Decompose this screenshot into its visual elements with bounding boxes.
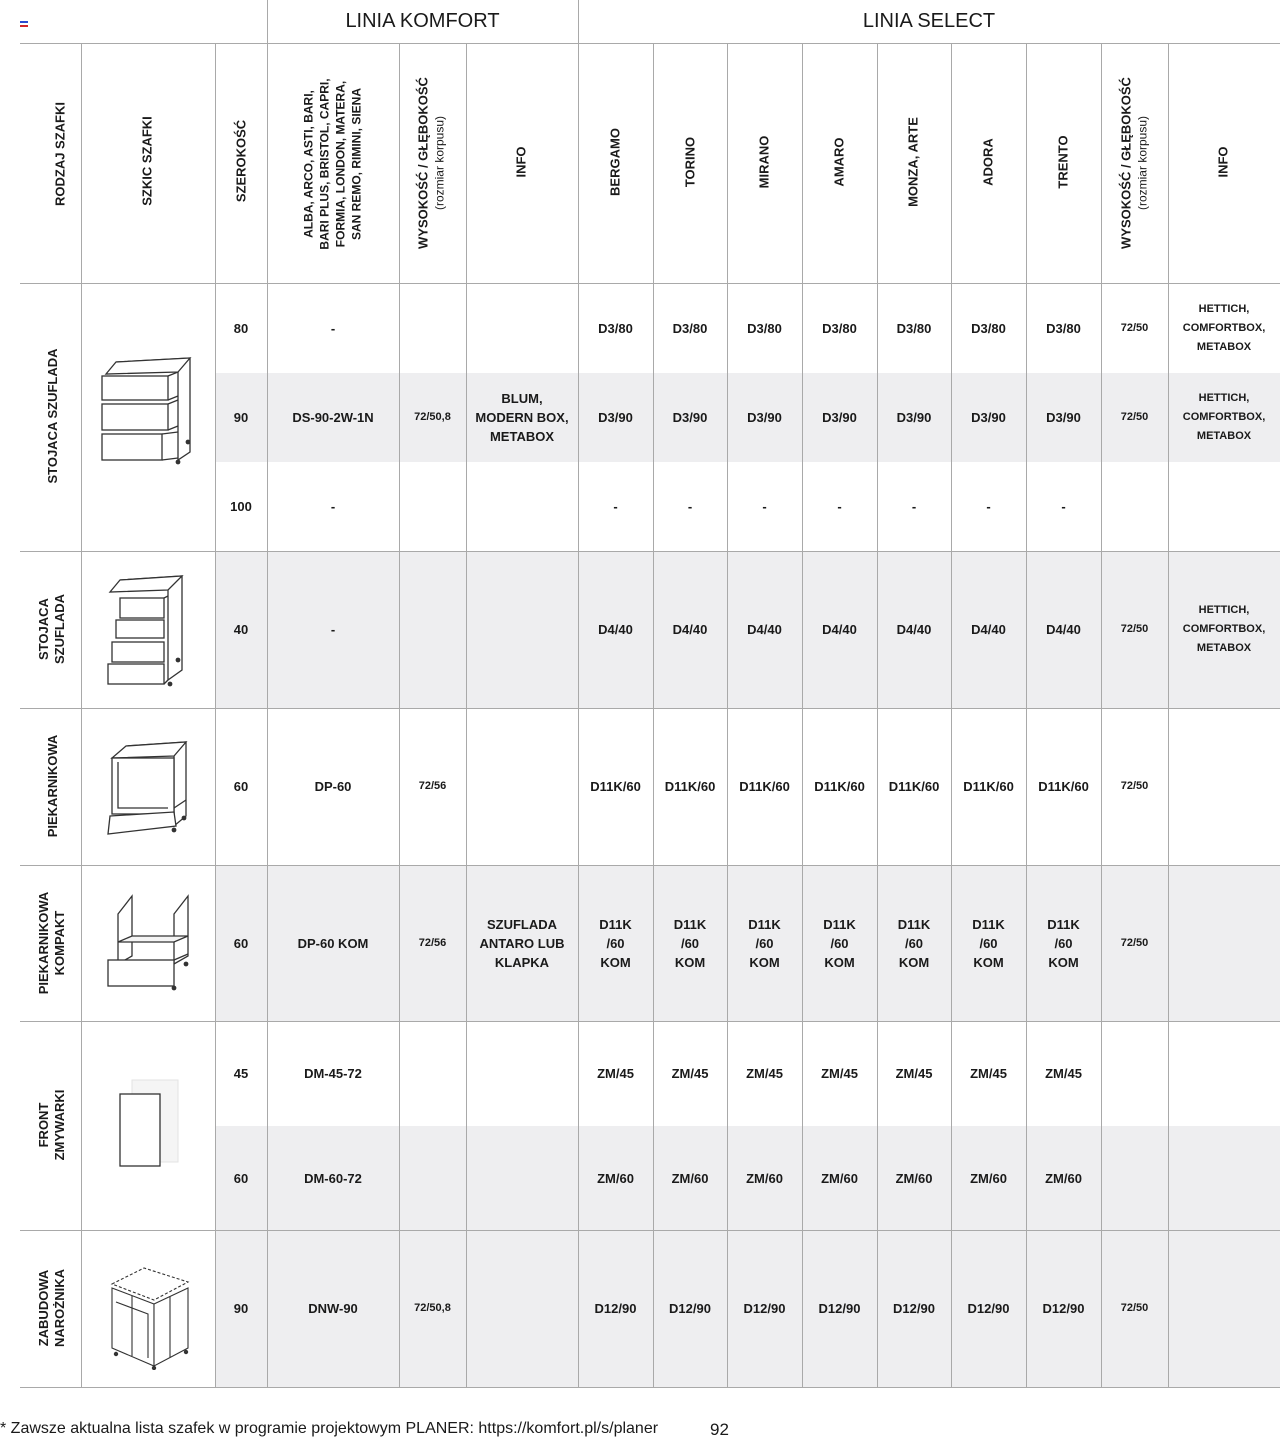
cell-komfort-size-dm60 (399, 1126, 466, 1230)
cell-adora-dp60-kom: D11K /60 KOM (972, 916, 1005, 970)
cell-komfort-info-ds80 (466, 283, 578, 373)
cell-komfort-size-dp60: 72/56 (418, 780, 447, 792)
cell-monza-arte-dp60-kom: D11K /60 KOM (897, 916, 931, 970)
cell-width-ds90: 90 (233, 410, 249, 425)
cell-komfort-info-dnw90 (466, 1230, 578, 1387)
cell-width-dp60-kom: 60 (233, 935, 249, 951)
header-wysokosc-komfort-main: WYSOKOŚĆ / GŁĘBOKOŚĆ (415, 77, 431, 249)
page-number: 92 (710, 1420, 729, 1439)
cell-komfort-info-dp60-kom: SZUFLADA ANTARO LUB KLAPKA (479, 916, 565, 970)
cell-komfort-code-dp60: DP-60 (314, 779, 352, 794)
cell-select-info-dp60 (1168, 708, 1280, 865)
cell-adora-ds100: - (986, 499, 991, 514)
cell-select-info-ds80: HETTICH, COMFORTBOX, METABOX (1182, 302, 1266, 353)
cell-trento-ds80: D3/80 (1046, 320, 1081, 336)
cell-adora-dm60: ZM/60 (970, 1170, 1007, 1186)
cell-select-size-ds90: 72/50 (1120, 411, 1149, 423)
group-piekarnikowa-kompakt: PIEKARNIKOWA KOMPAKT (36, 891, 67, 995)
header-komfort-fronts: ALBA, ARCO, ASTI, BARI, BARI PLUS, BRISTOL, CAPRI, FORMIA, LONDON, MATERA, SAN REMO, RIMINI, SIENA (301, 78, 364, 250)
cell-bergamo-dm45: ZM/45 (597, 1066, 634, 1081)
group-zabudowa-naroznika: ZABUDOWA NAROŻNIKA (36, 1269, 67, 1347)
cell-trento-ds90: D3/90 (1046, 410, 1081, 425)
cell-komfort-code-d4-40: - (330, 622, 336, 637)
cell-width-dnw90: 90 (233, 1301, 249, 1316)
footer-note: * Zawsze aktualna lista szafek w programie projektowym PLANER: https://komfort.pl/s/planer (0, 1420, 659, 1437)
header-mirano: MIRANO (756, 135, 772, 189)
cell-amaro-d4-40: D4/40 (822, 622, 857, 637)
cell-bergamo-dp60: D11K/60 (590, 779, 641, 794)
cell-torino-ds100: - (687, 499, 693, 514)
cell-monza-arte-ds80: D3/80 (896, 320, 932, 336)
group-front-zmywarki: FRONT ZMYWARKI (36, 1089, 67, 1161)
cell-select-info-d4-40: HETTICH, COMFORTBOX, METABOX (1182, 604, 1266, 654)
cell-komfort-code-ds100: - (330, 499, 336, 514)
cell-width-dp60: 60 (233, 779, 249, 794)
header-bergamo: BERGAMO (607, 128, 623, 196)
cell-monza-arte-dnw90: D12/90 (893, 1301, 935, 1316)
cell-width-ds100: 100 (230, 499, 252, 514)
cell-amaro-dp60-kom: D11K /60 KOM (823, 916, 856, 970)
cell-mirano-d4-40: D4/40 (747, 622, 782, 637)
cell-komfort-size-ds80 (399, 283, 466, 373)
header-wysokosc-komfort (410, 44, 454, 283)
sketch-oven-compact-cabinet (104, 892, 194, 992)
cell-komfort-code-dm60: DM-60-72 (304, 1170, 362, 1186)
header-monza-arte: MONZA, ARTE (905, 117, 921, 207)
cell-select-size-dp60-kom: 72/50 (1120, 936, 1149, 949)
cell-bergamo-dp60-kom: D11K /60 KOM (599, 916, 632, 970)
cell-komfort-size-dnw90: 72/50,8 (414, 1302, 451, 1314)
cell-select-size-ds100 (1101, 462, 1168, 551)
cell-mirano-dm60: ZM/60 (746, 1170, 783, 1186)
cell-select-size-dm60 (1101, 1126, 1168, 1230)
cell-trento-dp60-kom: D11K /60 KOM (1047, 916, 1080, 970)
cell-komfort-size-d4-40 (399, 551, 466, 708)
cell-select-size-ds80: 72/50 (1120, 321, 1149, 334)
cell-bergamo-d4-40: D4/40 (598, 622, 633, 637)
cell-komfort-code-dp60-kom: DP-60 KOM (297, 935, 369, 951)
cell-select-info-dp60-kom (1168, 865, 1280, 1021)
cell-komfort-code-dm45: DM-45-72 (304, 1066, 362, 1081)
cell-monza-arte-d4-40: D4/40 (896, 622, 932, 637)
grid-vline (81, 43, 82, 1387)
sketch-corner-cabinet (104, 1262, 194, 1370)
cell-torino-ds90: D3/90 (672, 410, 708, 425)
cell-monza-arte-ds100: - (911, 499, 917, 514)
cell-adora-dm45: ZM/45 (970, 1066, 1007, 1081)
header-szkic-szafki: SZKIC SZAFKI (139, 116, 155, 206)
grid-hline-bottom (20, 1387, 1280, 1388)
cell-adora-ds80: D3/80 (971, 320, 1006, 336)
header-wysokosc-select (1113, 44, 1157, 283)
cell-trento-dnw90: D12/90 (1042, 1301, 1085, 1316)
cell-monza-arte-dm45: ZM/45 (895, 1066, 933, 1081)
sketch-drawer-cabinet-4 (104, 574, 188, 690)
cell-mirano-dm45: ZM/45 (746, 1066, 783, 1081)
logo-flag-icon (20, 21, 28, 27)
cell-adora-d4-40: D4/40 (971, 622, 1006, 637)
cell-select-info-dnw90 (1168, 1230, 1280, 1387)
cell-amaro-dm45: ZM/45 (821, 1066, 858, 1081)
cell-amaro-ds80: D3/80 (822, 320, 857, 336)
cell-amaro-ds90: D3/90 (822, 410, 857, 425)
cell-adora-dp60: D11K/60 (963, 779, 1014, 794)
header-adora: ADORA (980, 138, 996, 186)
cell-mirano-ds90: D3/90 (747, 410, 782, 425)
header-wysokosc-komfort-sub: (rozmiar korpusu) (432, 115, 447, 211)
cell-komfort-code-ds80: - (330, 320, 336, 336)
cell-width-d4-40: 40 (233, 622, 249, 637)
cell-torino-dnw90: D12/90 (669, 1301, 711, 1316)
cell-bergamo-ds90: D3/90 (598, 410, 633, 425)
cell-select-size-dp60: 72/50 (1120, 780, 1149, 792)
cell-torino-dp60-kom: D11K /60 KOM (673, 916, 707, 970)
cell-width-dm45: 45 (233, 1066, 249, 1081)
cell-monza-arte-dm60: ZM/60 (895, 1170, 933, 1186)
cell-torino-dp60: D11K/60 (664, 779, 716, 794)
cell-trento-dp60: D11K/60 (1038, 779, 1089, 794)
cell-mirano-ds80: D3/80 (747, 320, 782, 336)
cell-torino-dm45: ZM/45 (671, 1066, 709, 1081)
cell-select-size-d4-40: 72/50 (1120, 623, 1149, 635)
cell-komfort-info-dm60 (466, 1126, 578, 1230)
group-stojaca-szuflada: STOJACA SZUFLADA (45, 348, 60, 484)
header-info-komfort: INFO (513, 146, 529, 178)
cell-komfort-size-dp60-kom: 72/56 (418, 936, 447, 949)
linia-komfort-title: LINIA KOMFORT (345, 10, 500, 32)
cell-select-info-dm60 (1168, 1126, 1280, 1230)
cell-adora-dnw90: D12/90 (967, 1301, 1010, 1316)
cell-bergamo-dnw90: D12/90 (594, 1301, 637, 1316)
cell-komfort-info-dp60 (466, 708, 578, 865)
cell-komfort-size-ds90: 72/50,8 (414, 411, 451, 423)
cell-monza-arte-ds90: D3/90 (896, 410, 932, 425)
cell-komfort-size-ds100 (399, 462, 466, 551)
cell-amaro-dp60: D11K/60 (814, 779, 865, 794)
header-wysokosc-select-main: WYSOKOŚĆ / GŁĘBOKOŚĆ (1118, 77, 1134, 249)
group-stojaca-szuflada-40: STOJACA SZUFLADA (36, 593, 67, 665)
header-torino: TORINO (682, 136, 698, 188)
cell-select-size-dnw90: 72/50 (1120, 1302, 1149, 1314)
cell-select-size-dm45 (1101, 1021, 1168, 1126)
cell-torino-ds80: D3/80 (672, 320, 708, 336)
header-info-select: INFO (1215, 146, 1231, 178)
cell-torino-d4-40: D4/40 (672, 622, 708, 637)
cell-komfort-info-dm45 (466, 1021, 578, 1126)
cell-trento-ds100: - (1061, 499, 1066, 514)
cell-width-ds80: 80 (233, 320, 249, 336)
sketch-oven-cabinet (104, 740, 192, 840)
cell-trento-d4-40: D4/40 (1046, 622, 1081, 637)
cell-komfort-info-ds100 (466, 462, 578, 551)
header-wysokosc-select-sub: (rozmiar korpusu) (1135, 115, 1150, 211)
cell-select-info-dm45 (1168, 1021, 1280, 1126)
cell-monza-arte-dp60: D11K/60 (888, 779, 940, 794)
cell-trento-dm60: ZM/60 (1045, 1170, 1082, 1186)
cell-komfort-info-d4-40 (466, 551, 578, 708)
cell-bergamo-ds80: D3/80 (598, 320, 633, 336)
cell-adora-ds90: D3/90 (971, 410, 1006, 425)
header-trento: TRENTO (1055, 135, 1071, 189)
cell-komfort-code-ds90: DS-90-2W-1N (292, 410, 374, 425)
cell-trento-dm45: ZM/45 (1045, 1066, 1082, 1081)
sketch-drawer-cabinet-3 (98, 356, 198, 466)
cell-amaro-dnw90: D12/90 (818, 1301, 861, 1316)
cell-komfort-code-dnw90: DNW-90 (308, 1301, 358, 1316)
cell-bergamo-dm60: ZM/60 (597, 1170, 634, 1186)
cell-select-info-ds100 (1168, 462, 1280, 551)
sketch-dishwasher-front (110, 1076, 182, 1172)
group-piekarnikowa: PIEKARNIKOWA (45, 734, 60, 838)
cell-mirano-ds100: - (762, 499, 767, 514)
cell-mirano-dnw90: D12/90 (743, 1301, 786, 1316)
header-amaro: AMARO (831, 137, 847, 187)
cell-select-info-ds90: HETTICH, COMFORTBOX, METABOX (1182, 392, 1266, 442)
cell-komfort-info-ds90: BLUM, MODERN BOX, METABOX (475, 391, 569, 444)
header-szerokosc: SZEROKOŚĆ (233, 119, 249, 203)
cell-amaro-dm60: ZM/60 (821, 1170, 858, 1186)
cell-komfort-size-dm45 (399, 1021, 466, 1126)
cell-mirano-dp60-kom: D11K /60 KOM (748, 916, 781, 970)
linia-select-title: LINIA SELECT (862, 10, 996, 32)
cell-bergamo-ds100: - (613, 499, 618, 514)
cell-torino-dm60: ZM/60 (671, 1170, 709, 1186)
cell-width-dm60: 60 (233, 1170, 249, 1186)
header-rodzaj-szafki: RODZAJ SZAFKI (52, 102, 68, 206)
cell-mirano-dp60: D11K/60 (739, 779, 790, 794)
cell-amaro-ds100: - (837, 499, 842, 514)
